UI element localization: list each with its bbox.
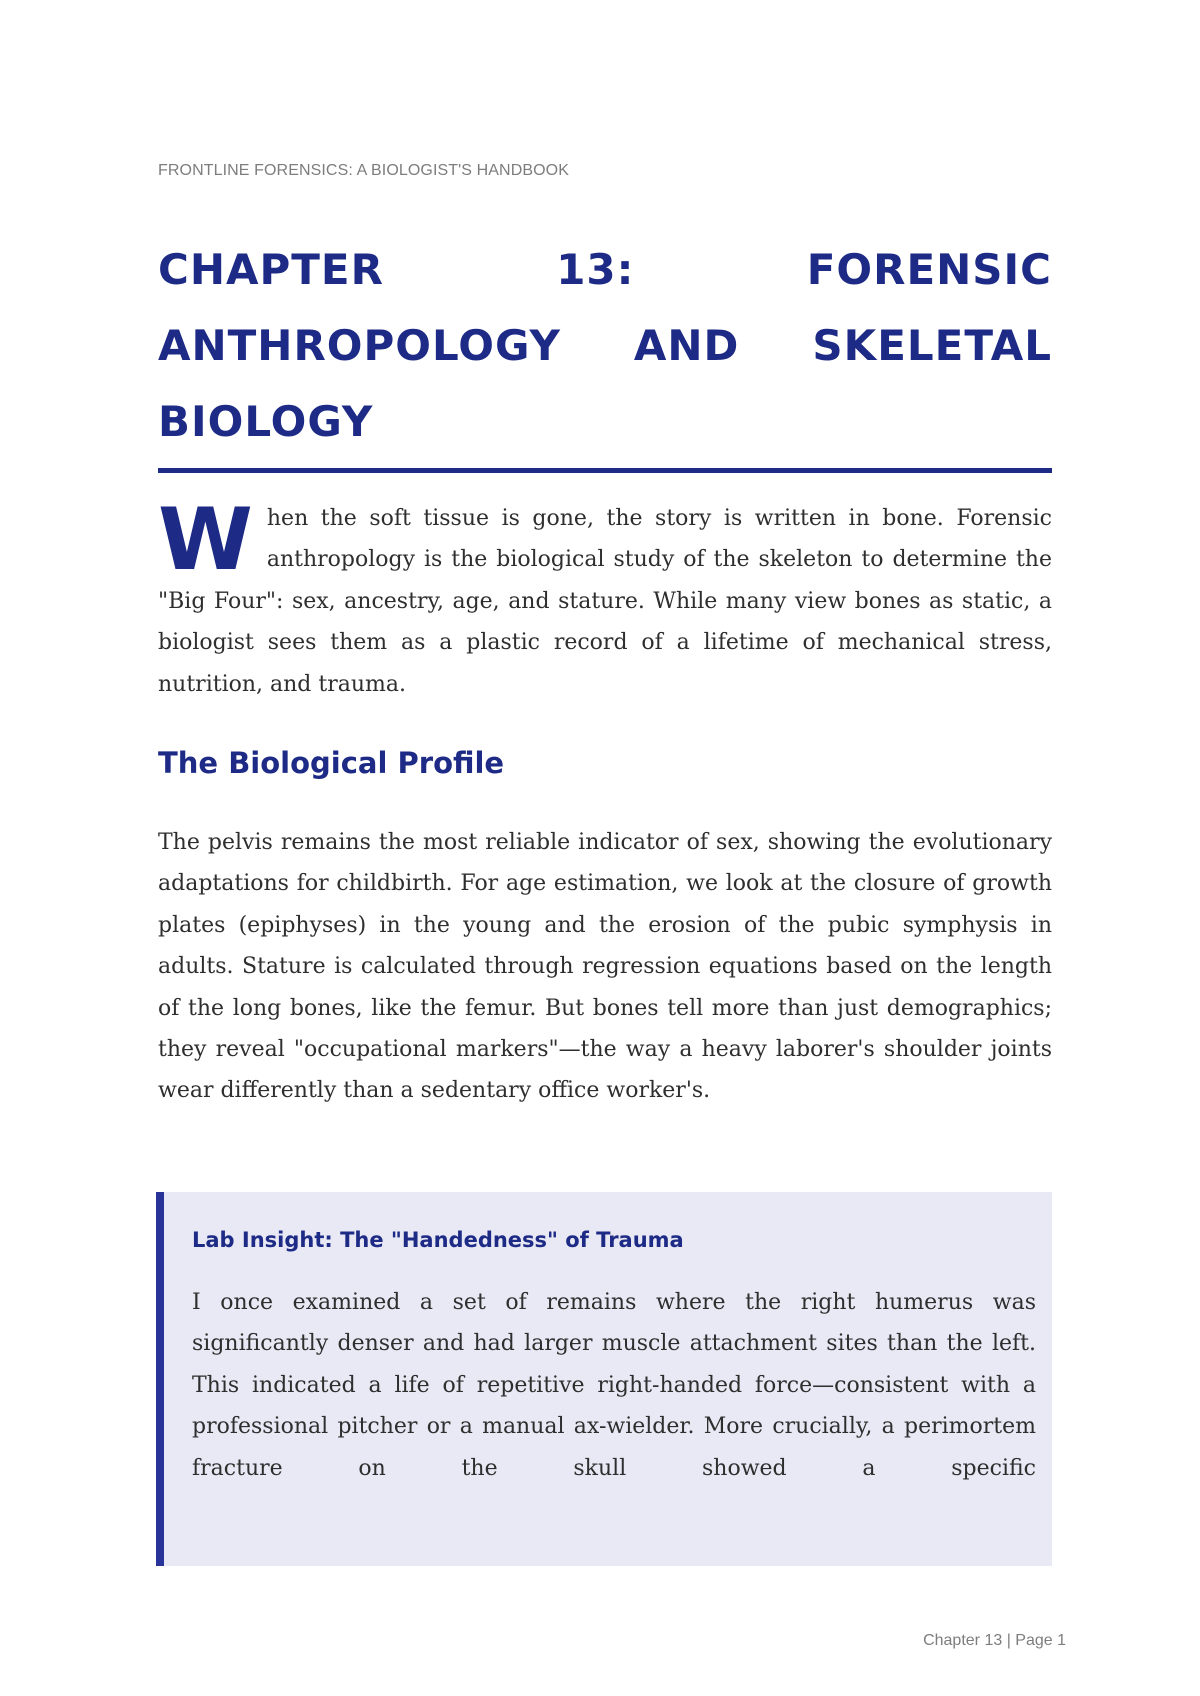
drop-cap: W: [158, 490, 253, 590]
title-divider: [158, 468, 1052, 473]
intro-text: hen the soft tissue is gone, the story is written in bone. Forensic anthropology is the biological study of the skeleton to determine the "Big Four": sex, ancestry, age, and stature. While many view bones as static, a biologist sees them as a plastic record of a lifetime of mechanical stress, nutrition, and trauma.: [158, 506, 1052, 697]
intro-paragraph: [158, 490, 1052, 705]
callout-title: Lab Insight: The "Handedness" of Trauma: [192, 1228, 684, 1252]
chapter-title: CHAPTER 13: FORENSIC ANTHROPOLOGY AND SKELETAL BIOLOGY: [158, 245, 1052, 446]
lab-insight-callout: [156, 1192, 1052, 1566]
section-paragraph: The pelvis remains the most reliable indicator of sex, showing the evolutionary adaptations for childbirth. For age estimation, we look at the closure of growth plates (epiphyses) in the young and the erosion of the pubic symphysis in adults. Stature is calculated through regression equations based on the length of the long bones, like the femur. But bones tell more than just demographics; they reveal "occupational markers"—the way a heavy laborer's shoulder joints wear differently than a sedentary office worker's.: [158, 830, 1052, 1104]
section-heading: The Biological Profile: [158, 746, 505, 780]
page-footer: Chapter 13 | Page 1: [923, 1632, 1066, 1649]
callout-text: I once examined a set of remains where the right humerus was significantly denser and had larger muscle attachment sites than the left. This indicated a life of repetitive right-handed force—consistent with a professional pitcher or a manual ax-wielder. More crucially, a perimortem fracture on the skull showed a specific: [192, 1290, 1036, 1481]
running-header: FRONTLINE FORENSICS: A BIOLOGIST'S HANDBOOK: [158, 162, 569, 179]
